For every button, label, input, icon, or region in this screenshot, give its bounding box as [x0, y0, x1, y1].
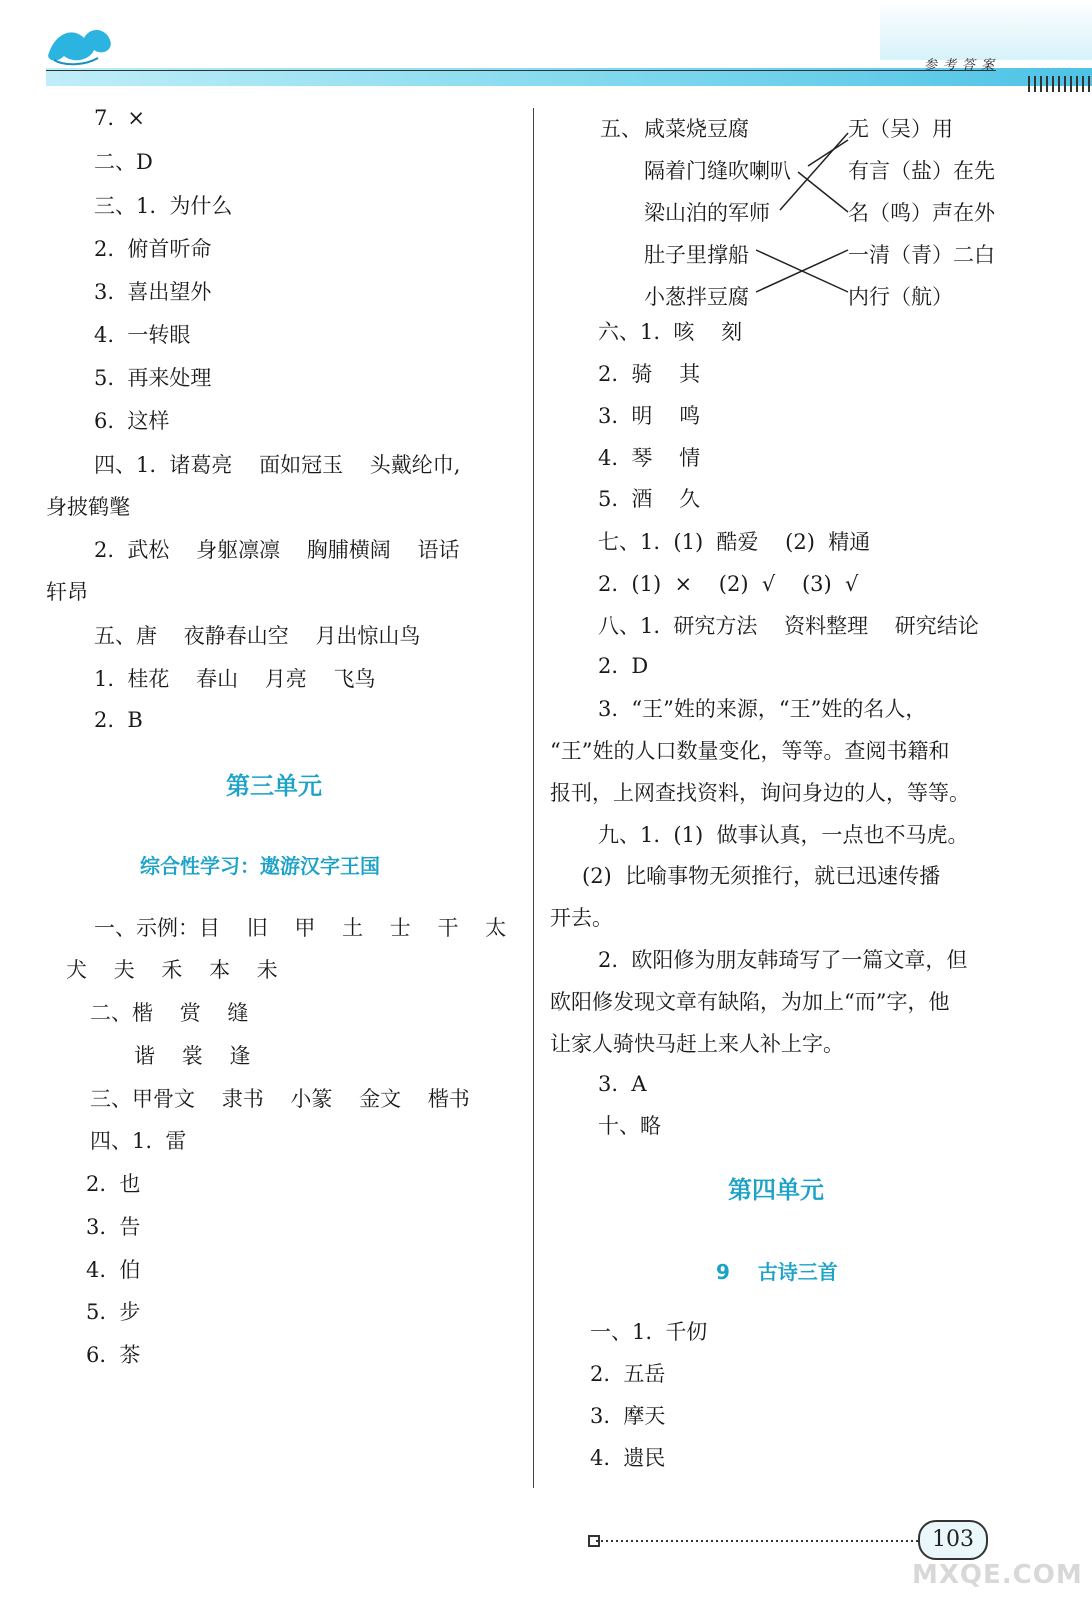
answer-line: 4. 伯	[86, 1258, 141, 1282]
match-left-item: 小葱拌豆腐	[644, 285, 749, 309]
match-right-item: 有言（盐）在先	[848, 159, 995, 183]
answer-line: 开去。	[550, 906, 613, 930]
answer-line: 6. 这样	[94, 409, 170, 433]
answer-line: 犬 夫 禾 本 未	[66, 958, 278, 982]
header-label: 参考答案	[924, 58, 1001, 73]
answer-line: 4. 遗民	[590, 1446, 666, 1470]
answer-line: 2. B	[94, 708, 143, 732]
answer-line: 2. 俯首听命	[94, 237, 212, 261]
match-right-item: 内行（航）	[848, 285, 953, 309]
answer-line: 3. 明 鸣	[598, 404, 701, 428]
answer-line: 2. D	[598, 654, 649, 678]
answer-line: 5. 步	[86, 1300, 141, 1324]
match-line	[808, 140, 848, 166]
answer-line: 3. “王”姓的来源，“王”姓的名人，	[598, 697, 927, 721]
answer-line: 四、1. 雷	[90, 1129, 187, 1153]
unit-heading: 第四单元	[728, 1176, 824, 1204]
match-right-item: 无（吴）用	[848, 117, 953, 141]
answer-line: 3. 告	[86, 1215, 141, 1239]
answer-line: 一、示例：目 旧 甲 土 士 干 太	[94, 916, 507, 940]
answer-line: 三、1. 为什么	[94, 194, 233, 218]
answer-line: 轩昂	[46, 580, 88, 604]
match-lines	[0, 0, 1092, 320]
answer-line: 2. 也	[86, 1172, 141, 1196]
answer-line: 3. 喜出望外	[94, 280, 212, 304]
page-number: 103	[918, 1520, 988, 1560]
match-left-item: 梁山泊的军师	[644, 201, 770, 225]
match-right-item: 名（鸣）声在外	[848, 201, 995, 225]
footer-dots	[596, 1540, 926, 1542]
answer-line: 2. 五岳	[590, 1362, 666, 1386]
answer-line: 谐 裳 逢	[134, 1044, 251, 1068]
match-line	[798, 172, 848, 212]
match-line	[780, 133, 848, 210]
answer-line: 欧阳修发现文章有缺陷，为加上“而”字，他	[550, 990, 950, 1014]
answer-line: 八、1. 研究方法 资料整理 研究结论	[598, 614, 979, 638]
answer-line: 2. (1) × (2) √ (3) √	[598, 572, 859, 596]
answer-line: 3. A	[598, 1072, 647, 1096]
match-left-item: 隔着门缝吹喇叭	[644, 159, 791, 183]
answer-line: 七、1. (1) 酷爱 (2) 精通	[598, 530, 871, 554]
answer-line: 二、楷 赏 缝	[90, 1001, 249, 1025]
answer-line: 三、甲骨文 隶书 小篆 金文 楷书	[90, 1087, 470, 1111]
answer-line: 二、D	[94, 150, 153, 174]
match-right-item: 一清（青）二白	[848, 243, 995, 267]
match-left-item: 肚子里撑船	[644, 243, 749, 267]
answer-line: 5. 再来处理	[94, 366, 212, 390]
watermark: MXQE.COM	[912, 1560, 1083, 1590]
answer-line: 2. 武松 身躯凛凛 胸脯横阔 语话	[94, 538, 460, 562]
answer-line: 4. 琴 情	[598, 446, 701, 470]
answer-line: “王”姓的人口数量变化，等等。查阅书籍和	[550, 739, 950, 763]
match-left-item: 咸菜烧豆腐	[644, 117, 749, 141]
answer-line: 十、略	[598, 1114, 661, 1138]
answer-line: 身披鹤氅	[46, 495, 130, 519]
answer-line: 一、1. 千仞	[590, 1320, 708, 1344]
answer-line: 6. 茶	[86, 1343, 141, 1367]
answer-line: 3. 摩天	[590, 1404, 666, 1428]
answer-line: 六、1. 咳 刻	[598, 320, 743, 344]
answer-line: 2. 欧阳修为朋友韩琦写了一篇文章，但	[598, 948, 968, 972]
answer-line: 2. 骑 其	[598, 362, 701, 386]
answer-line: 1. 桂花 春山 月亮 飞鸟	[94, 667, 376, 691]
answer-line: 九、1. (1) 做事认真，一点也不马虎。	[598, 823, 969, 847]
answer-line: 报刊，上网查找资料，询问身边的人，等等。	[550, 781, 970, 805]
answer-line: 4. 一转眼	[94, 323, 191, 347]
unit-heading: 第三单元	[226, 772, 322, 800]
answer-line: 5. 酒 久	[598, 487, 701, 511]
answer-line: 7. ×	[94, 106, 145, 130]
lesson-heading: 9 古诗三首	[716, 1260, 838, 1284]
match-prefix: 五、	[600, 117, 642, 141]
answer-line: (2) 比喻事物无须推行，就已迅速传播	[582, 864, 941, 888]
answer-line: 五、唐 夜静春山空 月出惊山鸟	[94, 624, 421, 648]
answer-line: 让家人骑快马赶上来人补上字。	[550, 1032, 844, 1056]
section-heading: 综合性学习：遨游汉字王国	[140, 854, 380, 878]
answer-line: 四、1. 诸葛亮 面如冠玉 头戴纶巾,	[94, 453, 461, 477]
